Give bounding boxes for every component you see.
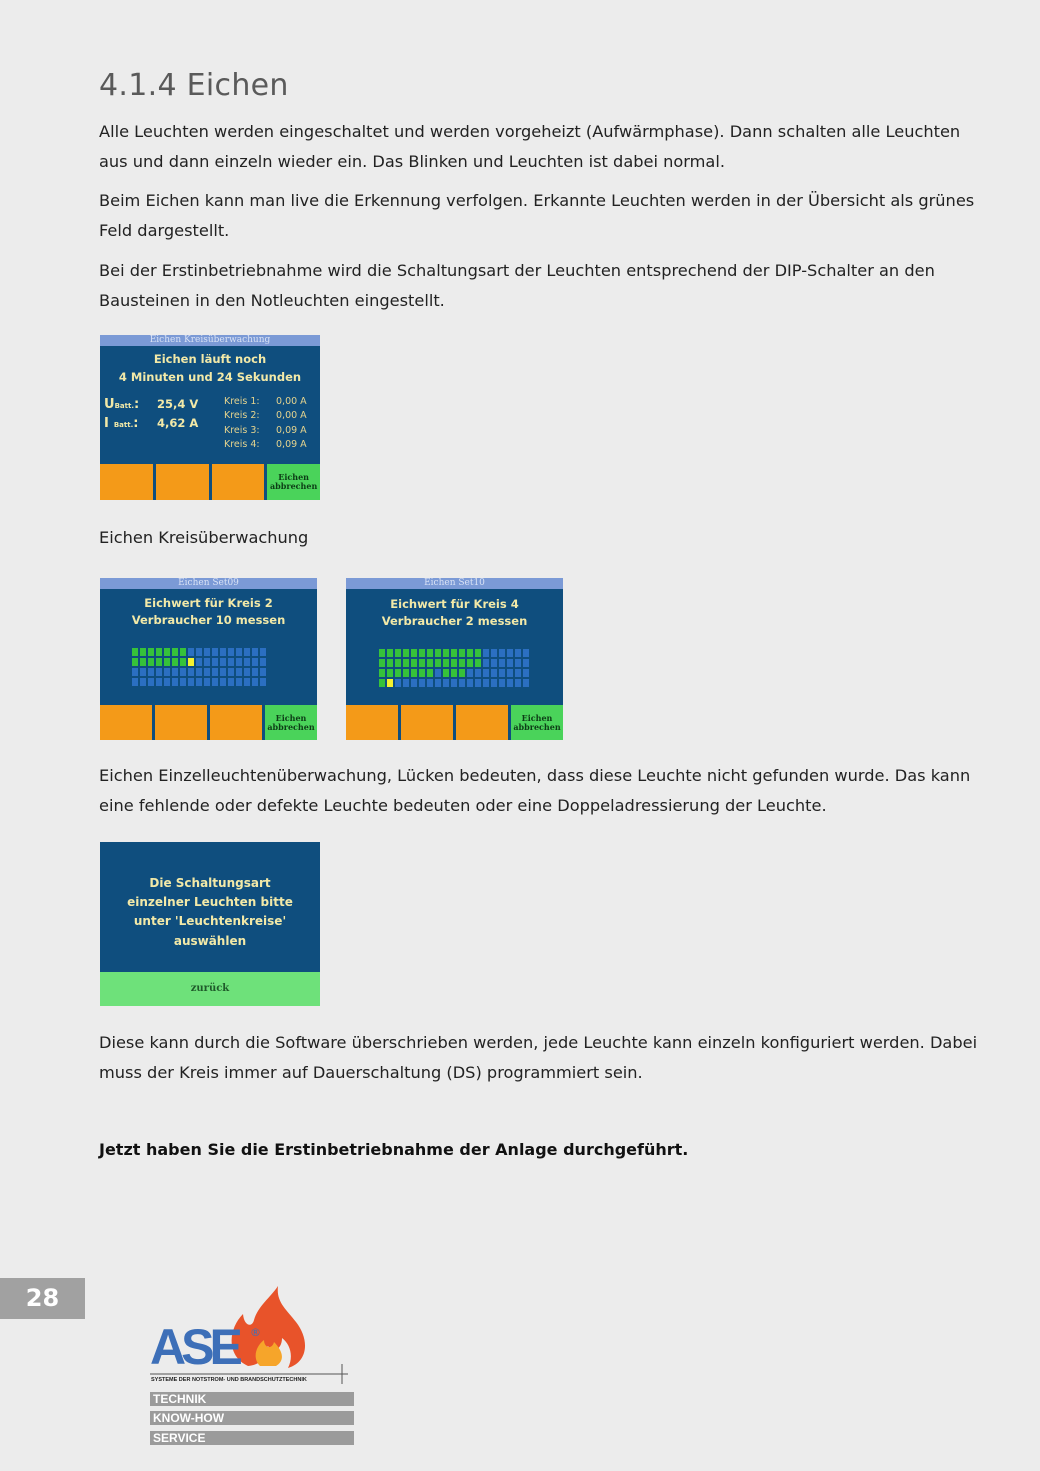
lamp-pending — [411, 679, 417, 687]
lamp-pending — [491, 649, 497, 657]
lamp-detected — [411, 649, 417, 657]
lamp-detected — [387, 659, 393, 667]
kreis-3-label: Kreis 3: — [224, 425, 260, 436]
lamp-pending — [156, 668, 162, 676]
lamp-pending — [491, 669, 497, 677]
verbraucher-line: Verbraucher 10 messen — [131, 613, 286, 627]
lamp-detected — [172, 648, 178, 656]
lamp-pending — [443, 679, 449, 687]
hint-line-2: einzelner Leuchten bitte — [127, 895, 293, 909]
lamp-detected — [156, 658, 162, 666]
lamp-detected — [379, 669, 385, 677]
lamp-pending — [483, 659, 489, 667]
lamp-detected — [443, 669, 449, 677]
u-batt-value: 25,4 V — [157, 397, 199, 411]
soft-button-3[interactable] — [212, 464, 265, 500]
paragraph-4: Diese kann durch die Software überschrieben werden, jede Leuchte kann einzeln konfiguriert werden. Dabei muss der Kreis immer auf Dauerschaltung (DS) programmiert sein. — [99, 1033, 978, 1082]
lamp-pending — [435, 669, 441, 677]
status-line-2: 4 Minuten und 24 Sekunden — [118, 370, 302, 384]
eichwert-line: Eichwert für Kreis 4 — [390, 597, 519, 611]
lamp-detected — [475, 649, 481, 657]
lamp-detected — [427, 659, 433, 667]
lamp-pending — [515, 659, 521, 667]
caption-einzelleuchten: Eichen Einzelleuchtenüberwachung, Lücken bedeuten, dass diese Leuchte nicht gefunden wurde. Das kann eine fehlende oder defekte Leuchte bedeuten oder eine Doppeladressierung der Leuchte. — [99, 766, 971, 815]
lamp-detected — [419, 649, 425, 657]
lamp-pending — [467, 679, 473, 687]
soft-button-bar — [100, 464, 320, 500]
lamp-detected — [403, 659, 409, 667]
soft-button-1[interactable] — [346, 705, 398, 740]
lamp-pending — [491, 659, 497, 667]
lamp-pending — [204, 678, 210, 686]
soft-button-3[interactable] — [456, 705, 508, 740]
lamp-pending — [236, 678, 242, 686]
u-batt-label: UBatt.: — [104, 397, 140, 412]
lamp-pending — [507, 649, 513, 657]
lamp-pending — [220, 678, 226, 686]
lamp-detected — [164, 648, 170, 656]
lamp-pending — [228, 678, 234, 686]
lamp-measuring — [188, 658, 194, 666]
lamp-pending — [244, 658, 250, 666]
screen-set10 — [346, 578, 563, 740]
lamp-detected — [467, 659, 473, 667]
lamp-pending — [499, 679, 505, 687]
kreis-2-label: Kreis 2: — [224, 410, 260, 421]
kreis-1-value: 0,00 A — [276, 396, 307, 407]
lamp-detected — [403, 669, 409, 677]
lamp-pending — [244, 678, 250, 686]
lamp-pending — [148, 678, 154, 686]
lamp-detected — [443, 659, 449, 667]
lamp-pending — [236, 658, 242, 666]
lamp-pending — [483, 679, 489, 687]
lamp-detected — [403, 649, 409, 657]
lamp-pending — [451, 679, 457, 687]
lamp-pending — [212, 648, 218, 656]
screen-kreisueberwachung — [100, 335, 320, 500]
kreis-2-value: 0,00 A — [276, 410, 307, 421]
kreis-4-label: Kreis 4: — [224, 439, 260, 450]
logo-bar-know-how: KNOW-HOW — [150, 1411, 354, 1425]
logo-bar-technik: TECHNIK — [150, 1392, 354, 1406]
lamp-pending — [260, 678, 266, 686]
lamp-pending — [188, 678, 194, 686]
lamp-pending — [491, 679, 497, 687]
lamp-pending — [260, 648, 266, 656]
lamp-pending — [499, 669, 505, 677]
lamp-detected — [451, 649, 457, 657]
lamp-detected — [467, 649, 473, 657]
lamp-pending — [180, 668, 186, 676]
lamp-detected — [459, 659, 465, 667]
lamp-pending — [132, 668, 138, 676]
lamp-pending — [483, 649, 489, 657]
lamp-detected — [395, 659, 401, 667]
lamp-detected — [379, 659, 385, 667]
lamp-pending — [244, 668, 250, 676]
lamp-pending — [212, 678, 218, 686]
lamp-detected — [180, 648, 186, 656]
lamp-detected — [387, 649, 393, 657]
logo-wordmark: ASE — [150, 1319, 238, 1375]
lamp-pending — [523, 649, 529, 657]
lamp-pending — [419, 679, 425, 687]
lamp-pending — [188, 648, 194, 656]
lamp-pending — [403, 679, 409, 687]
lamp-pending — [435, 679, 441, 687]
lamp-detected — [451, 659, 457, 667]
hint-line-1: Die Schaltungsart — [149, 876, 271, 890]
lamp-pending — [164, 678, 170, 686]
caption-kreisueberwachung: Eichen Kreisüberwachung — [99, 528, 309, 547]
lamp-detected — [148, 658, 154, 666]
lamp-pending — [260, 658, 266, 666]
lamp-status-grid — [379, 649, 529, 687]
lamp-pending — [228, 668, 234, 676]
lamp-pending — [212, 658, 218, 666]
lamp-pending — [523, 659, 529, 667]
soft-button-2[interactable] — [401, 705, 453, 740]
lamp-pending — [236, 668, 242, 676]
lamp-pending — [132, 678, 138, 686]
i-batt-label: I Batt.: — [104, 416, 139, 431]
lamp-pending — [252, 668, 258, 676]
paragraph-2: Beim Eichen kann man live die Erkennung verfolgen. Erkannte Leuchten werden in der Übersicht als grünes Feld dargestellt. — [99, 191, 975, 240]
lamp-pending — [228, 648, 234, 656]
lamp-detected — [419, 659, 425, 667]
lamp-detected — [180, 658, 186, 666]
lamp-pending — [220, 648, 226, 656]
lamp-pending — [220, 658, 226, 666]
lamp-detected — [435, 659, 441, 667]
lamp-pending — [507, 659, 513, 667]
kreis-1-label: Kreis 1: — [224, 396, 260, 407]
lamp-pending — [204, 668, 210, 676]
lamp-pending — [523, 669, 529, 677]
lamp-pending — [164, 668, 170, 676]
lamp-pending — [459, 679, 465, 687]
eichwert-line: Eichwert für Kreis 2 — [144, 596, 273, 610]
soft-button-bar — [100, 705, 317, 740]
lamp-pending — [515, 679, 521, 687]
lamp-pending — [188, 668, 194, 676]
lamp-pending — [212, 668, 218, 676]
lamp-pending — [244, 648, 250, 656]
lamp-pending — [140, 678, 146, 686]
lamp-detected — [443, 649, 449, 657]
screen-title: Eichen Kreisüberwachung — [100, 335, 320, 346]
lamp-detected — [132, 648, 138, 656]
lamp-pending — [475, 669, 481, 677]
screen-schaltungsart-hint — [100, 842, 320, 1006]
kreis-4-value: 0,09 A — [276, 439, 307, 450]
eichen-abbrechen-button[interactable]: Eichen abbrechen — [267, 464, 320, 500]
lamp-pending — [228, 658, 234, 666]
zurueck-button[interactable]: zurück — [100, 972, 320, 1006]
lamp-pending — [204, 658, 210, 666]
eichen-abbrechen-button[interactable]: Eichen abbrechen — [511, 705, 563, 740]
lamp-pending — [140, 668, 146, 676]
section-heading: 4.1.4 Eichen — [99, 68, 289, 103]
lamp-pending — [172, 668, 178, 676]
lamp-detected — [395, 669, 401, 677]
lamp-pending — [196, 658, 202, 666]
screen-title: Eichen Set10 — [346, 578, 563, 589]
lamp-status-grid — [132, 648, 266, 686]
kreis-3-value: 0,09 A — [276, 425, 307, 436]
lamp-pending — [515, 649, 521, 657]
registered-mark: ® — [250, 1326, 261, 1339]
verbraucher-line: Verbraucher 2 messen — [381, 614, 528, 628]
lamp-detected — [427, 669, 433, 677]
lamp-detected — [164, 658, 170, 666]
page-number: 28 — [0, 1278, 85, 1319]
lamp-pending — [236, 648, 242, 656]
lamp-detected — [148, 648, 154, 656]
lamp-pending — [204, 648, 210, 656]
lamp-detected — [395, 649, 401, 657]
lamp-pending — [507, 669, 513, 677]
soft-button-1[interactable] — [100, 705, 152, 740]
lamp-pending — [148, 668, 154, 676]
paragraph-1: Alle Leuchten werden eingeschaltet und werden vorgeheizt (Aufwärmphase). Dann schalten alle Leuchten aus und dann einzeln wieder ein. Das Blinken und Leuchten ist dabei normal. — [99, 122, 961, 171]
lamp-detected — [475, 659, 481, 667]
lamp-pending — [196, 678, 202, 686]
lamp-pending — [196, 668, 202, 676]
soft-button-bar — [346, 705, 563, 740]
lamp-pending — [467, 669, 473, 677]
lamp-pending — [196, 648, 202, 656]
lamp-detected — [172, 658, 178, 666]
lamp-pending — [499, 649, 505, 657]
soft-button-2[interactable] — [155, 705, 207, 740]
lamp-pending — [180, 678, 186, 686]
logo-tagline: SYSTEME DER NOTSTROM- UND BRANDSCHUTZTECHNIK — [151, 1377, 307, 1383]
lamp-detected — [140, 648, 146, 656]
paragraph-3: Bei der Erstinbetriebnahme wird die Schaltungsart der Leuchten entsprechend der DIP-Schalter an den Bausteinen in den Notleuchten eingestellt. — [99, 261, 935, 310]
hint-line-3: unter 'Leuchtenkreise' — [133, 914, 287, 928]
lamp-detected — [379, 679, 385, 687]
lamp-detected — [387, 669, 393, 677]
lamp-pending — [220, 668, 226, 676]
lamp-pending — [475, 679, 481, 687]
lamp-measuring — [387, 679, 393, 687]
lamp-pending — [252, 678, 258, 686]
lamp-pending — [507, 679, 513, 687]
lamp-pending — [252, 648, 258, 656]
ase-logo — [148, 1284, 358, 1384]
completion-note: Jetzt haben Sie die Erstinbetriebnahme der Anlage durchgeführt. — [99, 1140, 689, 1159]
lamp-detected — [411, 669, 417, 677]
logo-bar-service: SERVICE — [150, 1431, 354, 1445]
lamp-detected — [419, 669, 425, 677]
lamp-pending — [172, 678, 178, 686]
lamp-detected — [459, 669, 465, 677]
lamp-pending — [427, 679, 433, 687]
lamp-detected — [459, 649, 465, 657]
lamp-pending — [260, 668, 266, 676]
screen-title: Eichen Set09 — [100, 578, 317, 589]
soft-button-3[interactable] — [210, 705, 262, 740]
soft-button-1[interactable] — [100, 464, 153, 500]
soft-button-2[interactable] — [156, 464, 209, 500]
lamp-pending — [515, 669, 521, 677]
i-batt-value: 4,62 A — [157, 416, 199, 430]
lamp-detected — [156, 648, 162, 656]
lamp-detected — [411, 659, 417, 667]
lamp-pending — [483, 669, 489, 677]
eichen-abbrechen-button[interactable]: Eichen abbrechen — [265, 705, 317, 740]
lamp-pending — [395, 679, 401, 687]
lamp-detected — [427, 649, 433, 657]
status-line-1: Eichen läuft noch — [153, 352, 267, 366]
lamp-pending — [523, 679, 529, 687]
lamp-detected — [140, 658, 146, 666]
lamp-detected — [132, 658, 138, 666]
lamp-pending — [156, 678, 162, 686]
lamp-detected — [435, 649, 441, 657]
lamp-detected — [379, 649, 385, 657]
lamp-pending — [252, 658, 258, 666]
hint-line-4: auswählen — [173, 934, 247, 948]
screen-set09 — [100, 578, 317, 740]
lamp-detected — [451, 669, 457, 677]
lamp-pending — [499, 659, 505, 667]
